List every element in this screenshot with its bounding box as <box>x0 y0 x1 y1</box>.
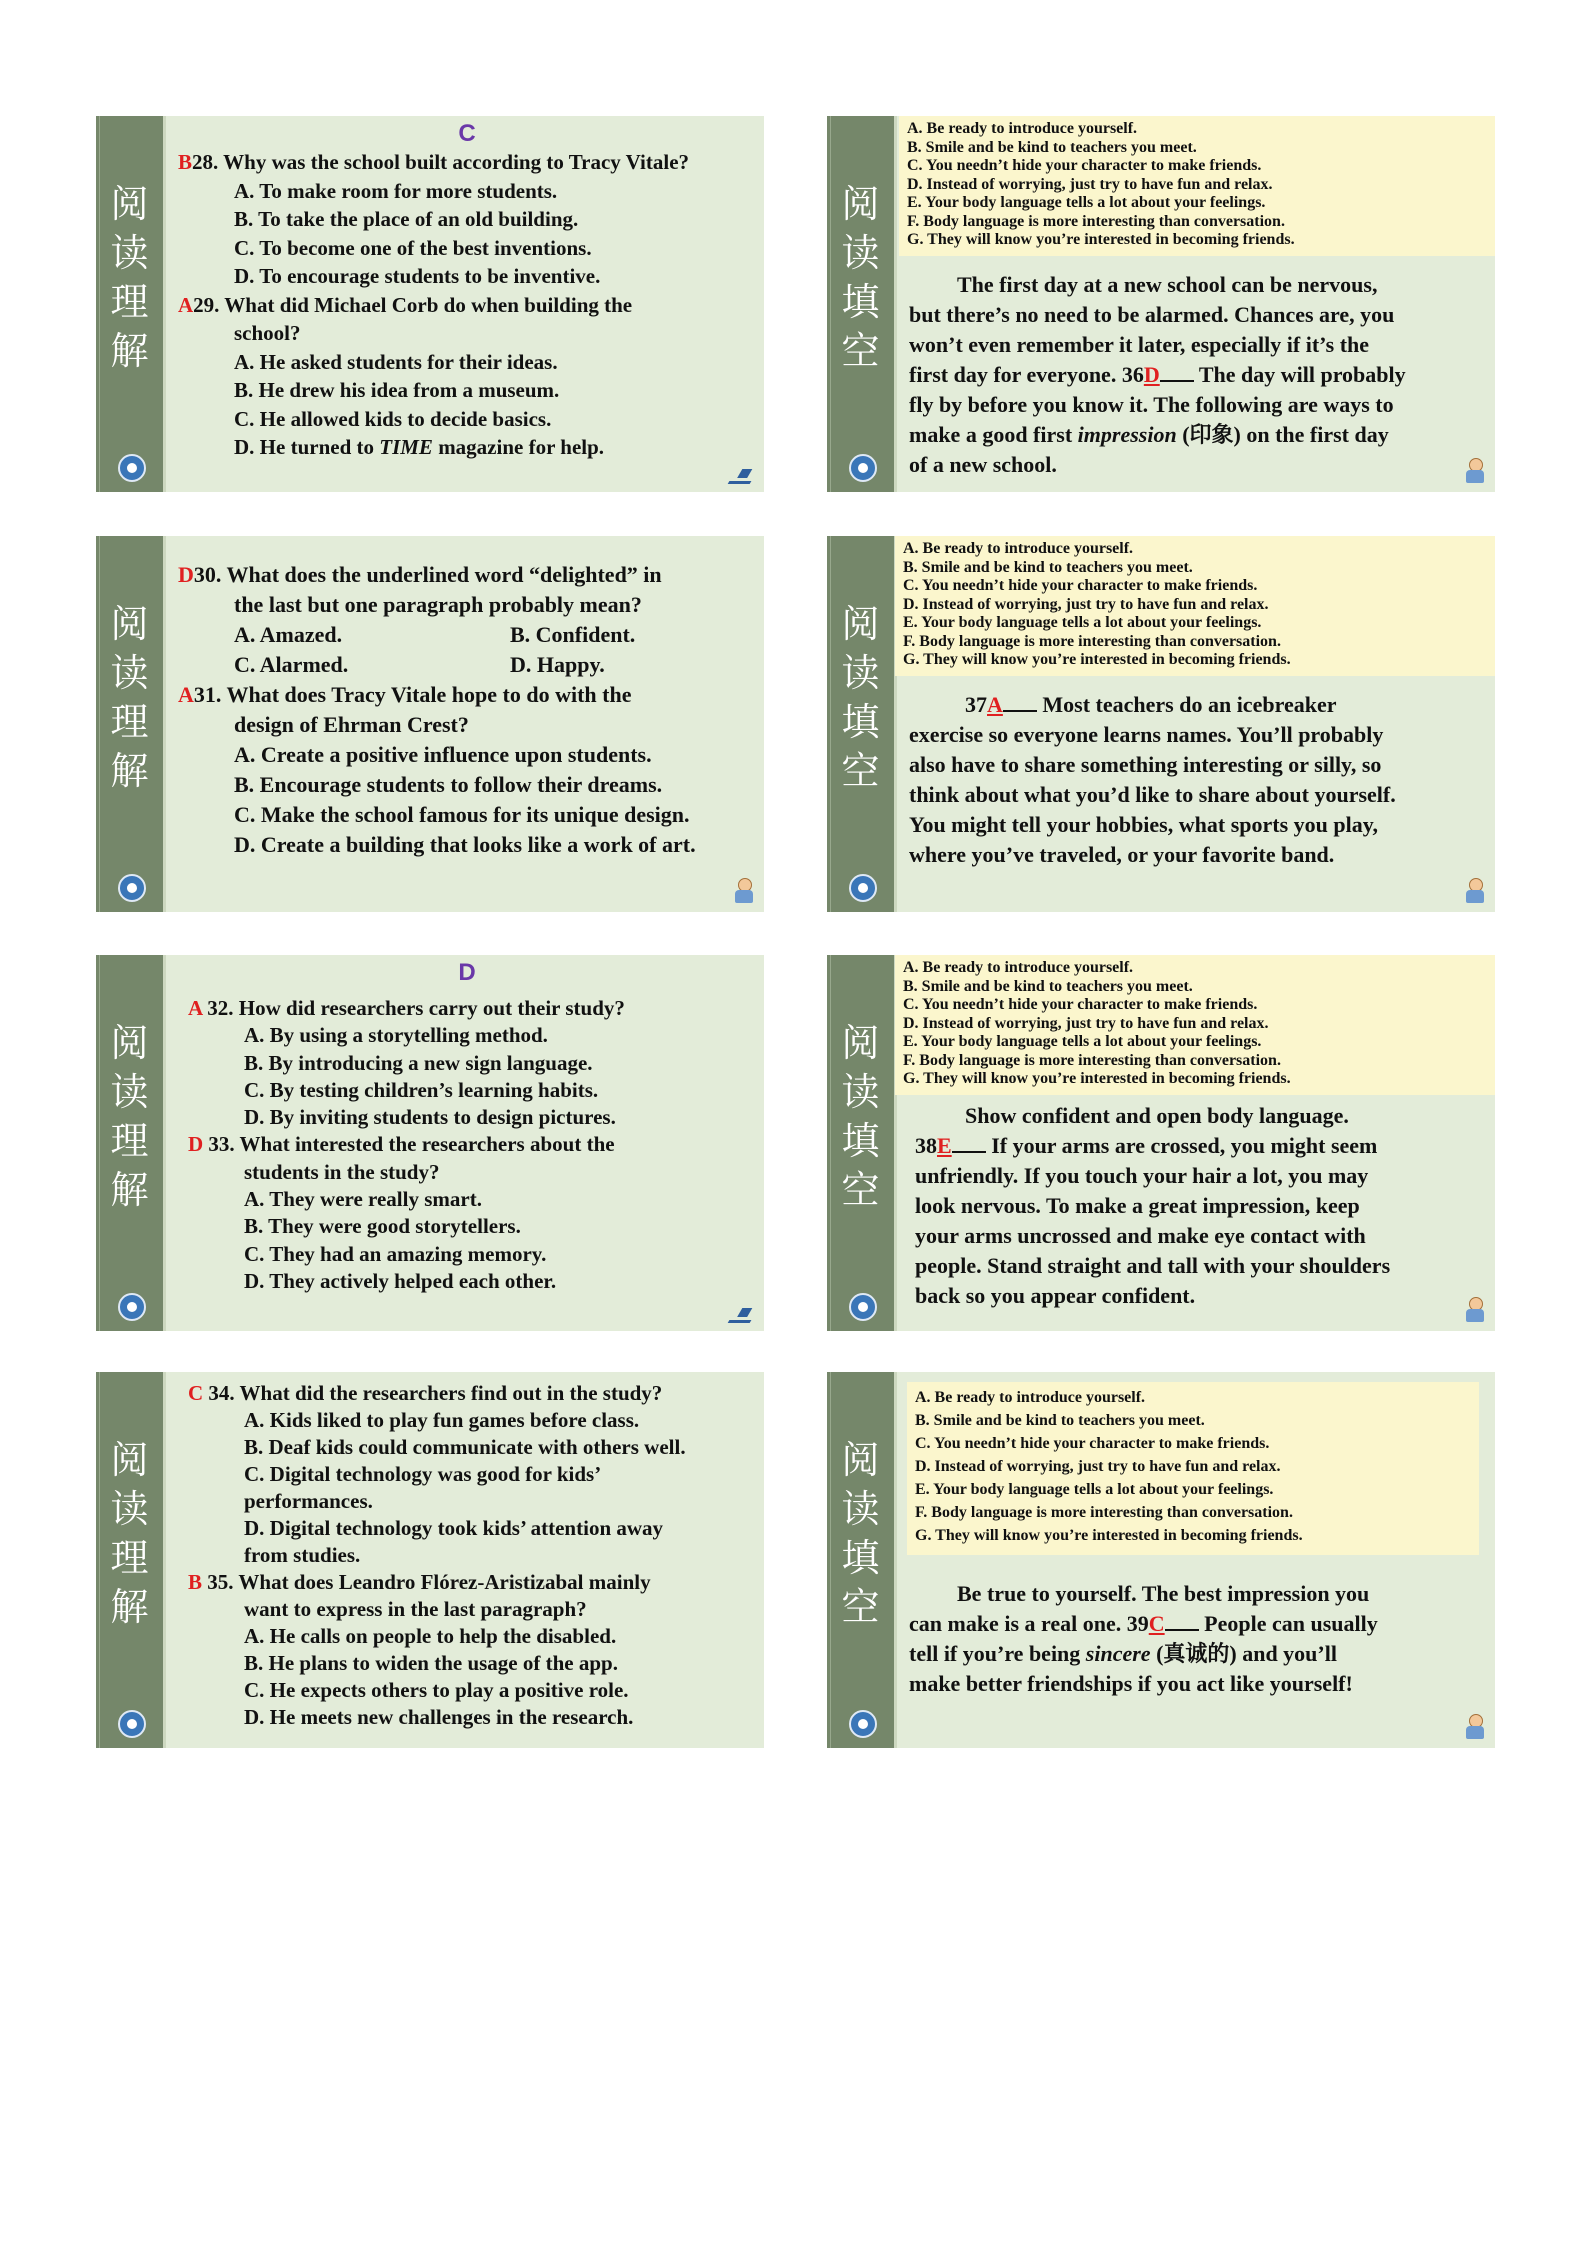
question-29: A29. What did Michael Corb do when building the <box>178 292 633 317</box>
question-31: A31. What does Tracy Vitale hope to do with the <box>178 682 632 707</box>
sidebar-title: 阅 读 填 空 <box>841 1021 880 1212</box>
option: from studies. <box>244 1543 361 1567</box>
question-33-cont: students in the study? <box>244 1159 440 1184</box>
answer-mark: B <box>178 150 193 174</box>
option: performances. <box>244 1489 373 1513</box>
section-letter: D <box>458 959 476 986</box>
sidebar <box>827 1372 897 1748</box>
question-29-cont: school? <box>234 321 301 345</box>
slide-cloze-38 <box>827 955 1495 1331</box>
option: D. Create a building that looks like a work of art. <box>234 832 696 857</box>
sidebar <box>96 1372 166 1748</box>
slide-reading-d2 <box>96 1372 764 1748</box>
sidebar-title: 阅 读 填 空 <box>841 1438 880 1629</box>
sidebar-title: 阅 读 理 解 <box>110 1021 149 1212</box>
sidebar <box>827 536 897 912</box>
option: A. Kids liked to play fun games before class. <box>244 1408 640 1432</box>
option: D. They actively helped each other. <box>244 1268 557 1293</box>
option: C. They had an amazing memory. <box>244 1241 547 1266</box>
option: B. Deaf kids could communicate with others well. <box>244 1435 686 1459</box>
blank-answer: E <box>937 1132 952 1158</box>
passage: Show confident and open body language. 38E If your arms are crossed, you might seem unfriendly. If you touch your hair a lot, you may look nervous. To make a great impression, keep your arms uncrossed and make eye contact with people. Stand straight and tall with your shoulders back so you appear confident. <box>915 1102 1391 1308</box>
question-34: C 34. What did the researchers find out in the study? <box>188 1381 663 1405</box>
options-box: A. Be ready to introduce yourself. B. Smile and be kind to teachers you meet. C. You needn’t hide your character to make friends. D. Instead of worrying, just try to have fun and relax. E. Your body language tells a lot about your feelings. F. Body language is more interesting than conversation. G. They will know you’re interested in becoming friends. <box>895 536 1495 676</box>
option: B. Encourage students to follow their dreams. <box>234 772 663 797</box>
passage: Be true to yourself. The best impression you can make is a real one. 39C People can usually tell if you’re being sincere (真诚的) and you’ll make better friendships if you act like yourself! <box>909 1581 1378 1696</box>
sidebar-title: 阅 读 填 空 <box>841 182 880 373</box>
student-icon <box>1463 458 1485 484</box>
sidebar-title: 阅 读 理 解 <box>110 182 149 373</box>
answer-mark: D <box>178 562 194 587</box>
answer-mark: A <box>178 682 194 707</box>
option: D. Digital technology took kids’ attention away <box>244 1516 664 1540</box>
question-32: A 32. How did researchers carry out their study? <box>188 996 625 1020</box>
school-logo-icon <box>849 1293 877 1321</box>
option: D. To encourage students to be inventive. <box>234 264 601 288</box>
question-28: B28. Why was the school built according to Tracy Vitale? <box>178 150 690 174</box>
school-logo-icon <box>849 874 877 902</box>
school-logo-icon <box>118 454 146 482</box>
school-logo-icon <box>118 1710 146 1738</box>
option: C. He expects others to play a positive role. <box>244 1678 629 1702</box>
blank-answer: C <box>1148 1611 1165 1636</box>
option: C. To become one of the best inventions. <box>234 235 592 260</box>
option: A. Create a positive influence upon students. <box>234 742 652 767</box>
option: B. By introducing a new sign language. <box>244 1050 593 1075</box>
option-row: C. Alarmed. D. Happy. <box>234 652 605 677</box>
passage: The first day at a new school can be nervous, but there’s no need to be alarmed. Chances are, you won’t even remember it later, especially if it’s the first day for everyone. 36D The day will probably fly by before you know it. The following are ways to make a good first impression (印象) on the first day of a new school. <box>909 271 1406 477</box>
sidebar-title: 阅 读 理 解 <box>110 602 149 793</box>
answer-mark: A <box>188 996 203 1020</box>
slide-reading-c <box>96 116 764 492</box>
options-box: A. Be ready to introduce yourself. B. Smile and be kind to teachers you meet. C. You needn’t hide your character to make friends. D. Instead of worrying, just try to have fun and relax. E. Your body language tells a lot about your feelings. F. Body language is more interesting than conversation. G. They will know you’re interested in becoming friends. <box>907 1382 1479 1555</box>
slide-cloze-37 <box>827 536 1495 912</box>
option-row: A. Amazed. B. Confident. <box>234 622 636 647</box>
question-35: B 35. What does Leandro Flórez-Aristizabal mainly <box>188 1570 651 1594</box>
option: B. He drew his idea from a museum. <box>234 378 560 402</box>
student-icon <box>1463 1297 1485 1323</box>
sidebar-title: 阅 读 理 解 <box>110 1438 149 1629</box>
question-33: D 33. What interested the researchers about the <box>188 1132 615 1157</box>
option: A. To make room for more students. <box>234 178 558 203</box>
option: C. Digital technology was good for kids’ <box>244 1462 602 1486</box>
option: C. By testing children’s learning habits. <box>244 1077 599 1102</box>
option: A. He calls on people to help the disabled. <box>244 1624 617 1648</box>
option: A. He asked students for their ideas. <box>234 349 558 374</box>
section-letter: C <box>458 120 476 147</box>
slide-reading-d <box>96 955 764 1331</box>
school-logo-icon <box>118 874 146 902</box>
student-icon <box>1463 1714 1485 1740</box>
sidebar <box>96 116 166 492</box>
option: D. He meets new challenges in the research. <box>244 1705 634 1729</box>
passage: 37A Most teachers do an icebreaker exercise so everyone learns names. You’ll probably also have to share something interesting or silly, so think about what you’d like to share about yourself. You might tell your hobbies, what sports you play, where you’ve traveled, or your favorite band. <box>909 691 1396 867</box>
option: A. They were really smart. <box>244 1187 482 1212</box>
option: C. Make the school famous for its unique design. <box>234 802 690 827</box>
options-box: A. Be ready to introduce yourself. B. Smile and be kind to teachers you meet. C. You needn’t hide your character to make friends. D. Instead of worrying, just try to have fun and relax. E. Your body language tells a lot about your feelings. F. Body language is more interesting than conversation. G. They will know you’re interested in becoming friends. <box>899 116 1495 256</box>
question-31-cont: design of Ehrman Crest? <box>234 712 469 737</box>
slide-cloze-36 <box>827 116 1495 492</box>
option: D. He turned to TIME magazine for help. <box>234 435 605 459</box>
student-icon <box>1463 878 1485 904</box>
blank-answer: A <box>987 691 1003 717</box>
sidebar-title: 阅 读 填 空 <box>841 602 880 793</box>
answer-mark: C <box>188 1381 204 1405</box>
slide-cloze-39 <box>827 1372 1495 1748</box>
option: B. To take the place of an old building. <box>234 207 579 231</box>
school-logo-icon <box>849 1710 877 1738</box>
answer-mark: B <box>188 1570 203 1594</box>
option: B. He plans to widen the usage of the app. <box>244 1651 618 1675</box>
answer-mark: D <box>188 1132 204 1157</box>
sidebar <box>827 955 897 1331</box>
school-logo-icon <box>118 1293 146 1321</box>
option: B. They were good storytellers. <box>244 1214 521 1239</box>
sidebar <box>96 536 166 912</box>
option: A. By using a storytelling method. <box>244 1023 548 1048</box>
option: D. By inviting students to design pictures. <box>244 1105 616 1130</box>
slide-reading-c2 <box>96 536 764 912</box>
sidebar <box>96 955 166 1331</box>
student-icon <box>732 878 754 904</box>
blank-answer: D <box>1143 361 1160 387</box>
school-logo-icon <box>849 454 877 482</box>
sidebar <box>827 116 897 492</box>
options-box: A. Be ready to introduce yourself. B. Smile and be kind to teachers you meet. C. You needn’t hide your character to make friends. D. Instead of worrying, just try to have fun and relax. E. Your body language tells a lot about your feelings. F. Body language is more interesting than conversation. G. They will know you’re interested in becoming friends. <box>895 955 1495 1095</box>
question-30-cont: the last but one paragraph probably mean? <box>234 592 642 617</box>
question-30: D30. What does the underlined word “delighted” in <box>178 562 662 587</box>
question-35-cont: want to express in the last paragraph? <box>244 1597 587 1621</box>
answer-mark: A <box>178 292 194 317</box>
option: C. He allowed kids to decide basics. <box>234 406 552 431</box>
